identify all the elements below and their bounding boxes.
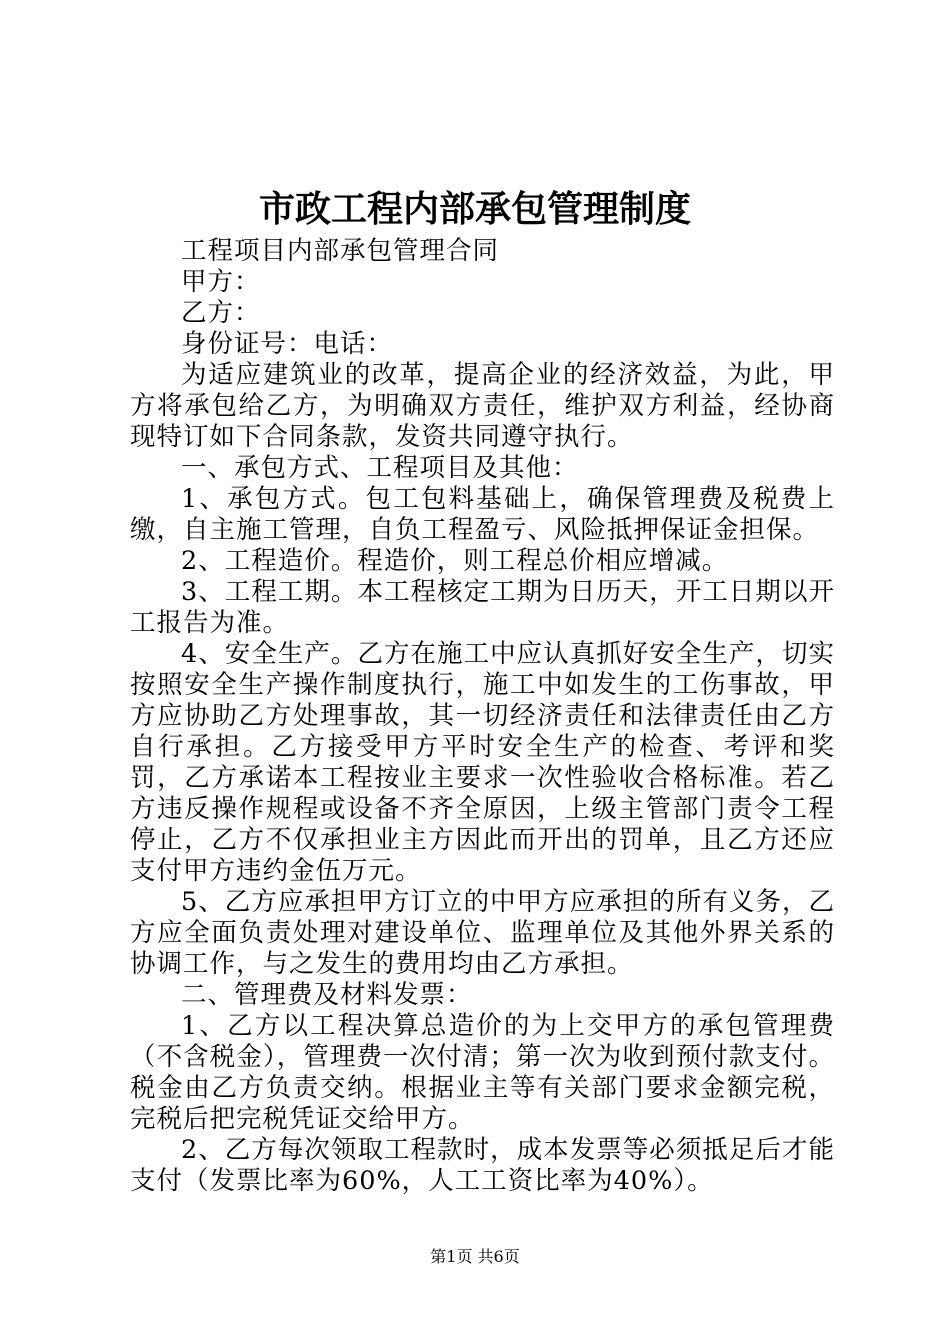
clause-1-1: 1、承包方式。包工包料基础上，确保管理费及税费上缴，自主施工管理，自负工程盈亏、风险抵押保证金担保。 (130, 484, 835, 545)
clause-2-1: 1、乙方以工程决算总造价的为上交甲方的承包管理费（不含税金），管理费一次付清；第一次为收到预付款支付。税金由乙方负责交纳。根据业主等有关部门要求金额完税，完税后把完税凭证交给甲方。 (130, 1011, 835, 1134)
paragraph-contract-heading: 工程项目内部承包管理合同 (181, 236, 500, 266)
clause-1-2: 2、工程造价。程造价，则工程总价相应增减。 (181, 546, 729, 576)
document-body (130, 236, 835, 1197)
page-number-footer: 第1页 共6页 (430, 1247, 520, 1266)
clause-1-3: 3、工程工期。本工程核定工期为日历天，开工日期以开工报告为准。 (130, 577, 835, 638)
paragraph-party-b: 乙方： (181, 298, 261, 328)
clause-1-5: 5、乙方应承担甲方订立的中甲方应承担的所有义务，乙方应全面负责处理对建设单位、监理单位及其他外界关系的协调工作，与之发生的费用均由乙方承担。 (130, 887, 835, 979)
paragraph-party-a: 甲方： (181, 267, 261, 297)
clause-1-4: 4、安全生产。乙方在施工中应认真抓好安全生产，切实按照安全生产操作制度执行，施工中如发生的工伤事故，甲方应协助乙方处理事故，其一切经济责任和法律责任由乙方自行承担。乙方接受甲方平时安全生产的检查、考评和奖罚，乙方承诺本工程按业主要求一次性验收合格标准。若乙方违反操作规程或设备不齐全原因，上级主管部门责令工程停止，乙方不仅承担业主方因此而开出的罚单，且乙方还应支付甲方违约金伍万元。 (130, 639, 835, 886)
section-heading-1: 一、承包方式、工程项目及其他： (181, 453, 579, 483)
paragraph-id-phone: 身份证号：电话： (181, 329, 394, 359)
clause-2-2: 2、乙方每次领取工程款时，成本发票等必须抵足后才能支付（发票比率为60%，人工工资比率为40%）。 (130, 1135, 835, 1196)
section-heading-2: 二、管理费及材料发票： (181, 980, 473, 1010)
document-title: 市政工程内部承包管理制度 (258, 188, 691, 230)
paragraph-preamble: 为适应建筑业的改革，提高企业的经济效益，为此，甲方将承包给乙方，为明确双方责任，维护双方利益，经协商现特订如下合同条款，发资共同遵守执行。 (130, 360, 835, 452)
